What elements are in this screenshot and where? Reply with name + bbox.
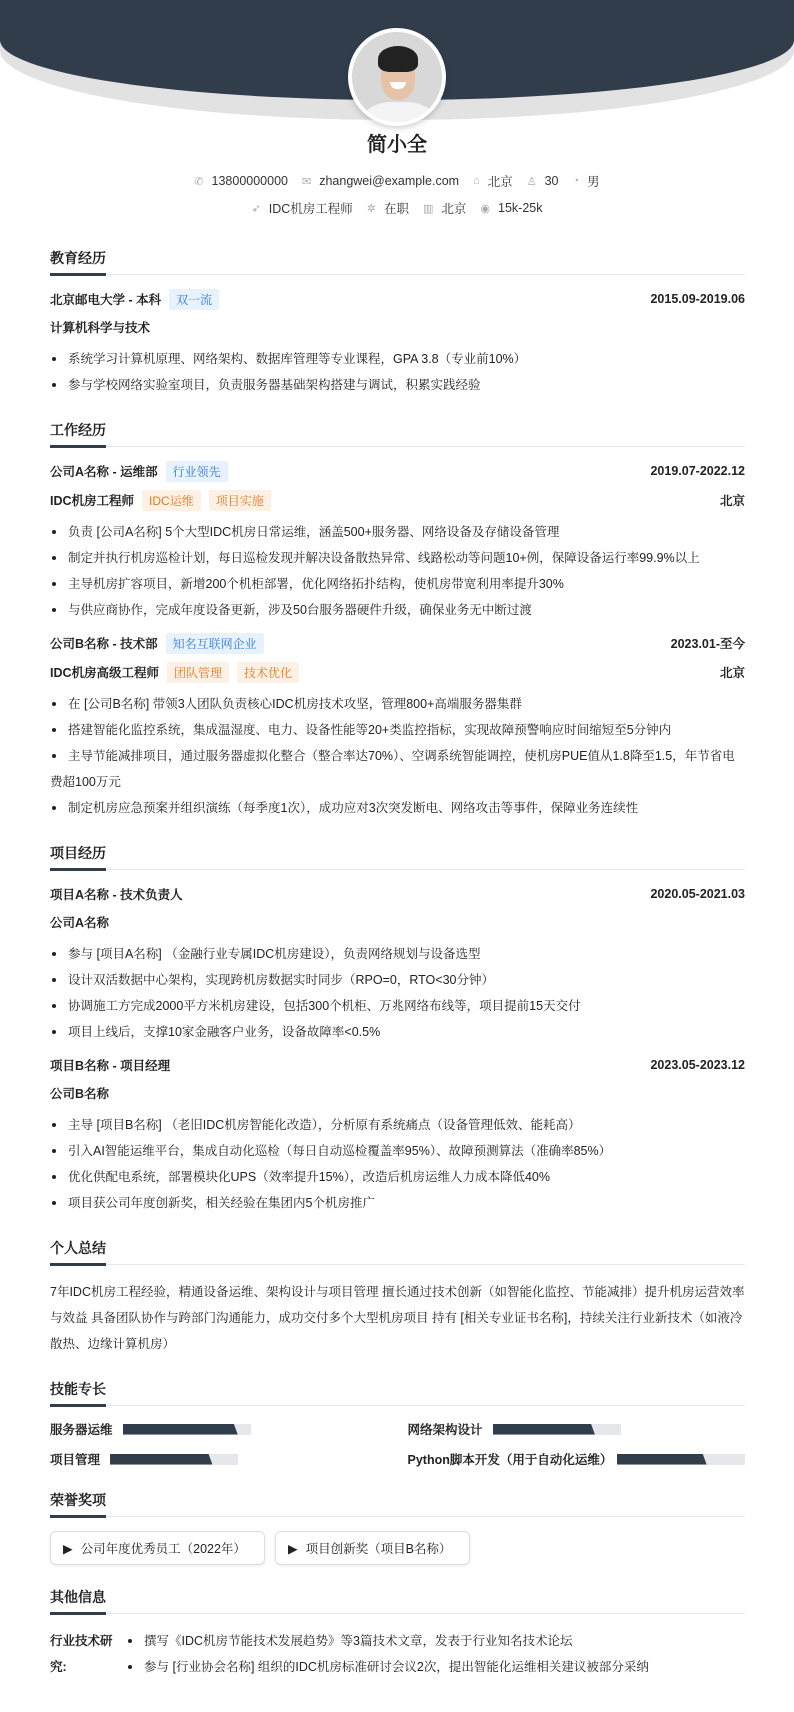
award-item[interactable] — [50, 1531, 265, 1565]
list-item: 负责 [公司A名称] 5个大型IDC机房日常运维，涵盖500+服务器、网络设备及存储设备管理 — [50, 519, 745, 545]
email: zhangwei@example.com — [319, 174, 460, 188]
contact-info-row — [0, 172, 794, 190]
target-city: 北京 — [441, 202, 467, 216]
other-label: 行业技术研究: — [50, 1634, 113, 1674]
award-label: 公司年度优秀员工（2022年） — [80, 1542, 246, 1556]
list-item: 引入AI智能运维平台，集成自动化巡检（每日自动巡检覆盖率95%）、故障预测算法（准确率85%） — [50, 1138, 745, 1164]
skill-bar — [123, 1424, 251, 1435]
company: 公司B名称 - 技术部 — [50, 637, 158, 651]
skill-bar-fill — [617, 1454, 707, 1465]
list-item: 设计双活数据中心架构，实现跨机房数据实时同步（RPO=0，RTO<30分钟） — [50, 967, 745, 993]
list-item: 主导 [项目B名称] （老旧IDC机房智能化改造），分析原有系统痛点（设备管理低效、能耗高） — [50, 1112, 745, 1138]
date: 2019.07-2022.12 — [650, 464, 745, 478]
projects-section — [50, 843, 745, 1216]
project-title: 项目B名称 - 项目经理 — [50, 1059, 171, 1073]
building-icon: ▥ — [422, 202, 434, 215]
tag: 项目实施 — [209, 490, 271, 511]
age-icon: ♙ — [526, 175, 537, 188]
awards-section — [50, 1490, 745, 1565]
city: 北京 — [719, 666, 745, 680]
tag: 双一流 — [169, 289, 219, 310]
date: 2015.09-2019.06 — [650, 292, 745, 306]
school: 北京邮电大学 - 本科 — [50, 293, 162, 307]
avatar — [348, 28, 446, 126]
summary-section — [50, 1238, 745, 1357]
list-item: 主导机房扩容项目，新增200个机柜部署，优化网络拓扑结构，使机房带宽利用率提升30% — [50, 571, 745, 597]
salary: 15k-25k — [498, 201, 543, 215]
list-item: 项目获公司年度创新奖，相关经验在集团内5个机房推广 — [50, 1190, 745, 1216]
skill-name: 项目管理 — [50, 1453, 101, 1467]
skill-bar — [493, 1424, 621, 1435]
section-title: 技能专长 — [50, 1379, 745, 1406]
work-section — [50, 420, 745, 821]
role: IDC机房高级工程师 — [50, 666, 160, 680]
skill-bar-fill — [110, 1454, 212, 1465]
list-item: 参与 [项目A名称] （金融行业专属IDC机房建设），负责网络规划与设备选型 — [50, 941, 745, 967]
skill-name: Python脚本开发（用于自动化运维） — [407, 1453, 613, 1467]
mail-icon: ✉ — [302, 175, 312, 188]
tag: 技术优化 — [237, 662, 299, 683]
education-section — [50, 248, 745, 398]
section-title: 个人总结 — [50, 1238, 745, 1265]
project-company: 公司A名称 — [50, 916, 110, 930]
section-title: 荣誉奖项 — [50, 1490, 745, 1517]
skill-name: 网络架构设计 — [407, 1423, 483, 1437]
list-item: 系统学习计算机原理、网络架构、数据库管理等专业课程，GPA 3.8（专业前10%） — [50, 346, 745, 372]
summary-text: 7年IDC机房工程经验，精通设备运维、架构设计与项目管理 擅长通过技术创新（如智能化监控、节能减排）提升机房运营效率与效益 具备团队协作与跨部门沟通能力，成功交付多个大型机房项目 持有 [相关专业证书名称]，持续关注行业新技术（如液冷散热、边缘计算机房） — [50, 1285, 745, 1351]
gender-icon: ◔ — [572, 175, 580, 187]
list-item: 与供应商协作，完成年度设备更新，涉及50台服务器硬件升级，确保业务无中断过渡 — [50, 597, 745, 623]
city: 北京 — [719, 494, 745, 508]
date: 2023.05-2023.12 — [650, 1058, 745, 1072]
list-item: 项目上线后，支撑10家金融客户业务，设备故障率<0.5% — [50, 1019, 745, 1045]
candidate-name: 简小全 — [367, 134, 427, 156]
tag: 行业领先 — [166, 461, 228, 482]
major: 计算机科学与技术 — [50, 321, 151, 335]
list-item: 主导节能减排项目，通过服务器虚拟化整合（整合率达70%）、空调系统智能调控，使机房PUE值从1.8降至1.5，年节省电费超100万元 — [50, 743, 745, 795]
skill-bar — [617, 1454, 745, 1465]
award-label: 项目创新奖（项目B名称） — [305, 1542, 452, 1556]
list-item: 在 [公司B名称] 带领3人团队负责核心IDC机房技术攻坚，管理800+高端服务器集群 — [50, 691, 745, 717]
section-title: 工作经历 — [50, 420, 745, 447]
phone-icon: ✆ — [194, 175, 204, 188]
location: 北京 — [487, 175, 513, 189]
skill-bar-fill — [123, 1424, 238, 1435]
age: 30 — [544, 174, 559, 188]
list-item: 优化供配电系统，部署模块化UPS（效率提升15%），改造后机房运维人力成本降低40% — [50, 1164, 745, 1190]
gender: 男 — [587, 175, 600, 189]
tag: 团队管理 — [167, 662, 229, 683]
skill-bar-fill — [493, 1424, 595, 1435]
skill-bar — [110, 1454, 238, 1465]
salary-icon: ◉ — [480, 202, 491, 215]
section-title: 其他信息 — [50, 1587, 745, 1614]
award-item[interactable] — [275, 1531, 470, 1565]
project-title: 项目A名称 - 技术负责人 — [50, 888, 183, 902]
list-item: 参与学校网络实验室项目，负责服务器基础架构搭建与调试，积累实践经验 — [50, 372, 745, 398]
list-item: 制定机房应急预案并组织演练（每季度1次），成功应对3次突发断电、网络攻击等事件，保障业务连续性 — [50, 795, 745, 821]
skills-section — [50, 1379, 745, 1468]
list-item: 搭建智能化监控系统，集成温湿度、电力、设备性能等20+类监控指标，实现故障预警响应时间缩短至5分钟内 — [50, 717, 745, 743]
job-info-row — [0, 199, 794, 217]
section-title: 项目经历 — [50, 843, 745, 870]
other-section — [50, 1587, 745, 1690]
section-title: 教育经历 — [50, 248, 745, 275]
triangle-right-icon: ▶ — [63, 1541, 73, 1556]
date: 2020.05-2021.03 — [650, 887, 745, 901]
list-item: 撰写《IDC机房节能技术发展趋势》等3篇技术文章，发表于行业知名技术论坛 — [126, 1628, 649, 1654]
list-item: 制定并执行机房巡检计划，每日巡检发现并解决设备散热异常、线路松动等问题10+例，保障设备运行率99.9%以上 — [50, 545, 745, 571]
project-company: 公司B名称 — [50, 1087, 110, 1101]
phone: 13800000000 — [211, 174, 288, 188]
job-title: IDC机房工程师 — [268, 202, 353, 216]
tag: 知名互联网企业 — [166, 633, 264, 654]
role: IDC机房工程师 — [50, 494, 135, 508]
send-icon: ➶ — [251, 202, 261, 215]
list-item: 参与 [行业协会名称] 组织的IDC机房标准研讨会议2次，提出智能化运维相关建议被部分采纳 — [126, 1654, 649, 1680]
job-status: 在职 — [383, 202, 409, 216]
company: 公司A名称 - 运维部 — [50, 465, 158, 479]
list-item: 协调施工方完成2000平方米机房建设，包括300个机柜、万兆网络布线等，项目提前15天交付 — [50, 993, 745, 1019]
triangle-right-icon: ▶ — [287, 1541, 298, 1556]
home-icon: ⌂ — [473, 175, 480, 187]
tag: IDC运维 — [142, 490, 201, 511]
skill-name: 服务器运维 — [50, 1423, 113, 1437]
status-icon: ✲ — [366, 202, 376, 215]
date: 2023.01-至今 — [670, 637, 745, 651]
